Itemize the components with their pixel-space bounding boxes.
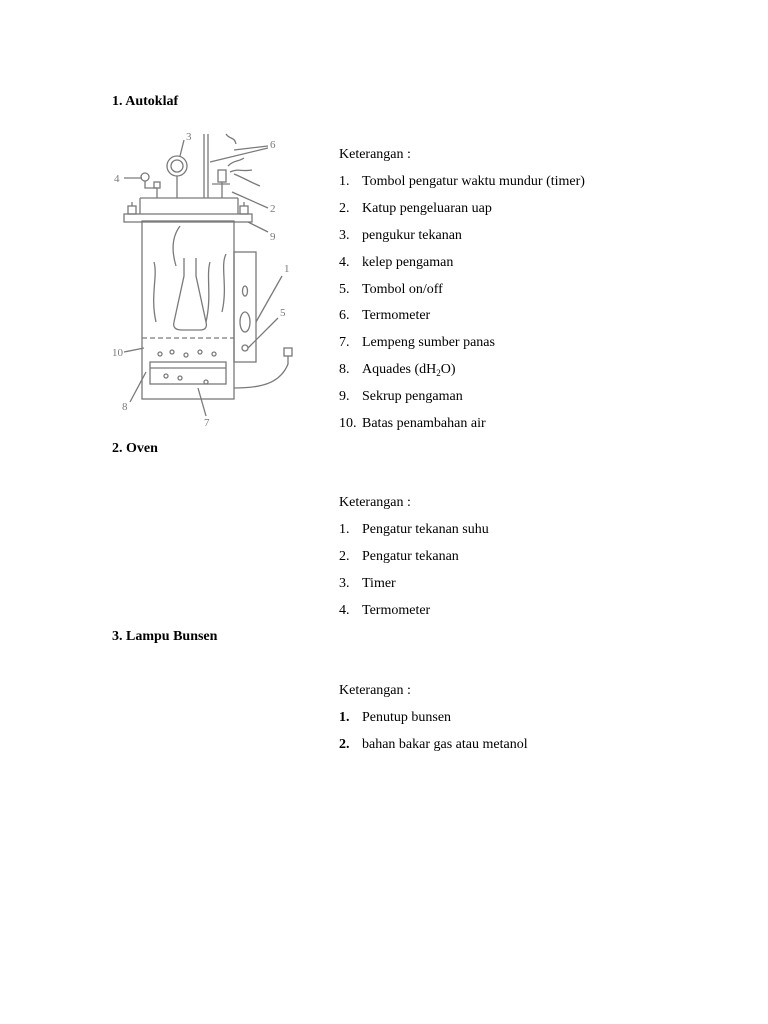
diagram-label-7: 7 — [204, 417, 210, 429]
diagram-label-3: 3 — [186, 131, 192, 143]
section-title-oven: 2. Oven — [112, 441, 158, 456]
section-title-autoklaf: 1. Autoklaf — [112, 94, 179, 109]
legend-item: 2. Pengatur tekanan — [339, 548, 459, 564]
autoclave-diagram — [110, 126, 300, 432]
autoklaf-caption: Keterangan : — [339, 147, 411, 162]
legend-item: 1. Pengatur tekanan suhu — [339, 522, 489, 537]
diagram-label-5: 5 — [280, 307, 286, 319]
diagram-label-9: 9 — [270, 231, 276, 243]
bunsen-legend — [339, 709, 528, 763]
legend-item: 9. Sekrup pengaman — [339, 389, 463, 405]
diagram-label-4: 4 — [114, 173, 120, 185]
legend-item: 6. Termometer — [339, 308, 431, 324]
legend-item: 2. bahan bakar gas atau metanol — [339, 736, 528, 752]
diagram-label-6: 6 — [270, 139, 276, 151]
legend-item: 2. Katup pengeluaran uap — [339, 200, 492, 216]
diagram-label-10: 10 — [112, 347, 123, 359]
oven-legend — [339, 521, 489, 629]
legend-item: 3. pengukur tekanan — [339, 227, 462, 243]
diagram-label-2: 2 — [270, 203, 276, 215]
legend-item: 4. kelep pengaman — [339, 254, 454, 270]
legend-item: 10. Batas penambahan air — [339, 416, 486, 432]
diagram-label-1: 1 — [284, 263, 290, 275]
oven-caption: Keterangan : — [339, 495, 411, 510]
diagram-label-8: 8 — [122, 401, 128, 413]
legend-item: 5. Tombol on/off — [339, 281, 443, 297]
legend-item: 8. Aquades $(dH_2O)$ — [339, 362, 456, 379]
section-title-lampu-bunsen: 3. Lampu Bunsen — [112, 629, 218, 644]
legend-item: 3. Timer — [339, 575, 396, 591]
legend-item: 7. Lempeng sumber panas — [339, 335, 495, 351]
legend-item: 1. Penutup bunsen — [339, 710, 452, 725]
legend-item: 1. Tombol pengatur waktu mundur (timer) — [339, 174, 585, 189]
bunsen-caption: Keterangan : — [339, 683, 411, 698]
legend-item: 4. Termometer — [339, 602, 431, 618]
autoclave-illustration — [110, 126, 300, 432]
autoklaf-legend — [339, 173, 585, 442]
